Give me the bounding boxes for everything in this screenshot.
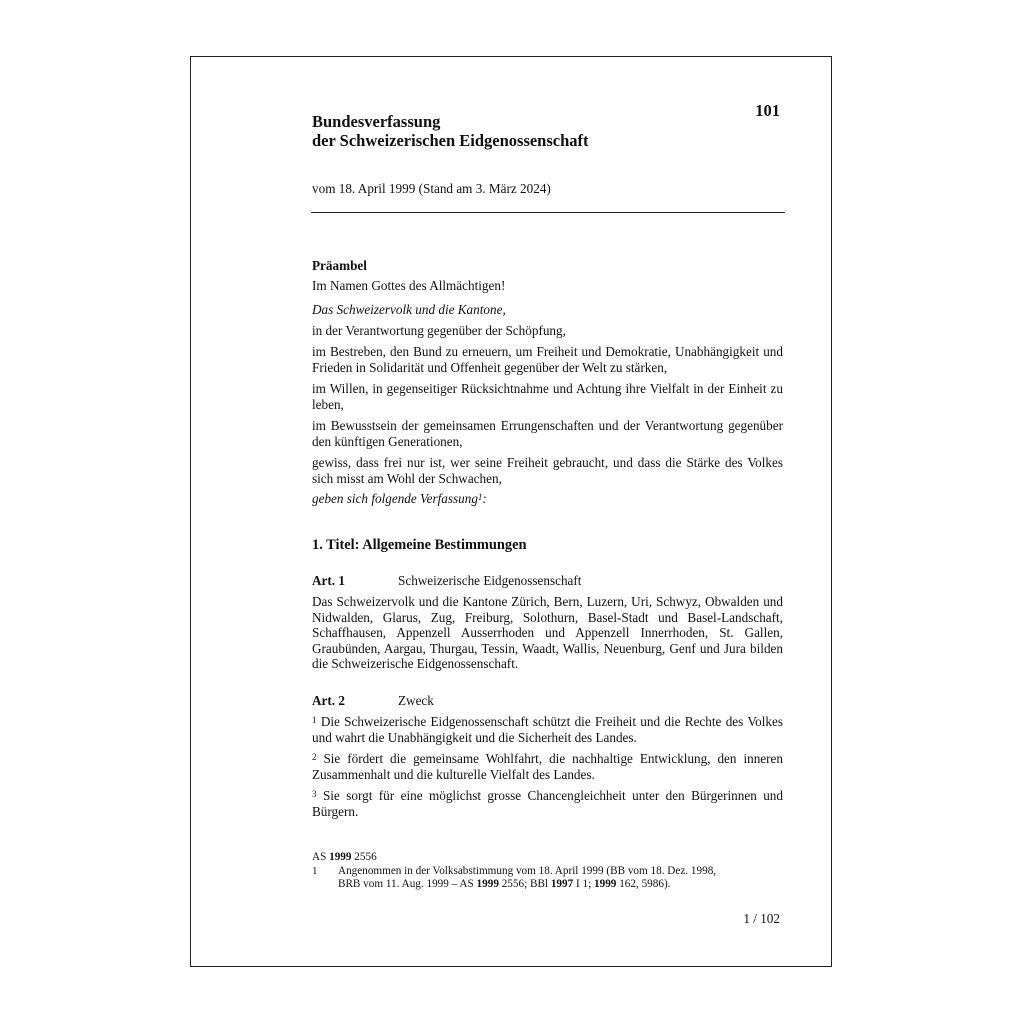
fn-year-2: 1997 bbox=[550, 878, 574, 891]
article-1-number: Art. 1 bbox=[312, 573, 345, 588]
document-page bbox=[190, 56, 832, 967]
paragraph-number: 1 bbox=[312, 715, 317, 725]
document-title bbox=[312, 112, 672, 150]
fn-text-d: 162, 5986). bbox=[616, 878, 671, 891]
paragraph-number: 3 bbox=[312, 789, 317, 799]
header-divider bbox=[311, 212, 785, 213]
article-2-paragraph-3 bbox=[312, 788, 783, 819]
footnote-as-prefix: AS bbox=[312, 851, 330, 863]
preamble-closing bbox=[312, 491, 783, 507]
document-number: 101 bbox=[755, 101, 780, 120]
paragraph-text: Sie sorgt für eine möglichst grosse Chancengleichheit unter den Bürgerinnen und Bürgern. bbox=[312, 788, 783, 819]
footnote-as-page: 2556 bbox=[351, 851, 377, 863]
fn-text-b: 2556; BBl bbox=[498, 878, 551, 891]
footnote-as-year: 1999 bbox=[329, 851, 352, 863]
paragraph-number: 2 bbox=[312, 752, 317, 762]
footnote-1 bbox=[312, 865, 783, 891]
preamble-line-4: im Bestreben, den Bund zu erneuern, um Freiheit und Demokratie, Unabhängigkeit und Frieden in Solidarität und Offenheit gegenüber der Welt zu stärken, bbox=[312, 344, 783, 375]
preamble-line-1: Im Namen Gottes des Allmächtigen! bbox=[312, 278, 506, 293]
preamble-heading: Präambel bbox=[312, 258, 367, 273]
paragraph-text: Die Schweizerische Eidgenossenschaft schützt die Freiheit und die Rechte des Volkes und wahrt die Unabhängigkeit und die Sicherheit des Landes. bbox=[312, 714, 784, 745]
footnote-1-line-2 bbox=[338, 878, 783, 891]
article-2-paragraph-1 bbox=[312, 714, 783, 745]
article-1-paragraph: Das Schweizervolk und die Kantone Zürich, Bern, Luzern, Uri, Schwyz, Obwalden und Nidwalden, Glarus, Zug, Freiburg, Solothurn, Basel-Stadt und Basel-Landschaft, Schaffhausen, Appenzell Ausserrhoden und Appenzell Innerrhoden, St. Gallen, Graubünden, Aargau, Thurgau, Tessin, Waadt, Wallis, Neuenburg, Genf und Jura bilden die Schweizerische Eidgenossenschaft. bbox=[312, 594, 783, 672]
footnote-ref-1[interactable]: 1 bbox=[477, 492, 483, 502]
article-2-title: Zweck bbox=[398, 693, 434, 708]
preamble-closing-text: geben sich folgende Verfassung bbox=[312, 491, 478, 506]
preamble-line-2: Das Schweizervolk und die Kantone, bbox=[312, 302, 506, 317]
article-1-title: Schweizerische Eidgenossenschaft bbox=[398, 573, 582, 588]
preamble-line-6: im Bewusstsein der gemeinsamen Errungenschaften und der Verantwortung gegenüber den künftigen Generationen, bbox=[312, 418, 783, 449]
fn-text-c: I 1; bbox=[573, 878, 595, 891]
preamble-line-5: im Willen, in gegenseitiger Rücksichtnahme und Achtung ihre Vielfalt in der Einheit zu leben, bbox=[312, 381, 783, 412]
paragraph-text: Sie fördert die gemeinsame Wohlfahrt, die nachhaltige Entwicklung, den inneren Zusammenhalt und die kulturelle Vielfalt des Landes. bbox=[312, 751, 783, 782]
preamble-line-3: in der Verantwortung gegenüber der Schöpfung, bbox=[312, 323, 566, 338]
section-title: 1. Titel: Allgemeine Bestimmungen bbox=[312, 537, 527, 553]
article-1-header bbox=[312, 573, 783, 589]
article-2-paragraph-2 bbox=[312, 751, 783, 782]
article-2-header bbox=[312, 693, 783, 709]
fn-year-1: 1999 bbox=[476, 878, 499, 891]
footnote-as bbox=[312, 851, 783, 864]
page-number: 1 / 102 bbox=[743, 911, 780, 926]
preamble-closing-end: : bbox=[482, 491, 487, 506]
article-2-number: Art. 2 bbox=[312, 693, 345, 708]
title-line-1: Bundesverfassung bbox=[312, 112, 441, 131]
title-line-2: der Schweizerischen Eidgenossenschaft bbox=[312, 131, 589, 150]
fn-year-3: 1999 bbox=[594, 878, 617, 891]
footnote-1-line-1: Angenommen in der Volksabstimmung vom 18. April 1999 (BB vom 18. Dez. 1998, bbox=[338, 865, 717, 877]
document-subtitle: vom 18. April 1999 (Stand am 3. März 2024) bbox=[312, 181, 551, 196]
preamble-line-7: gewiss, dass frei nur ist, wer seine Freiheit gebraucht, und dass die Stärke des Volkes sich misst am Wohl der Schwachen, bbox=[312, 455, 783, 486]
fn-text-a: BRB vom 11. Aug. 1999 – AS bbox=[338, 878, 477, 891]
footnote-1-marker: 1 bbox=[312, 865, 318, 877]
